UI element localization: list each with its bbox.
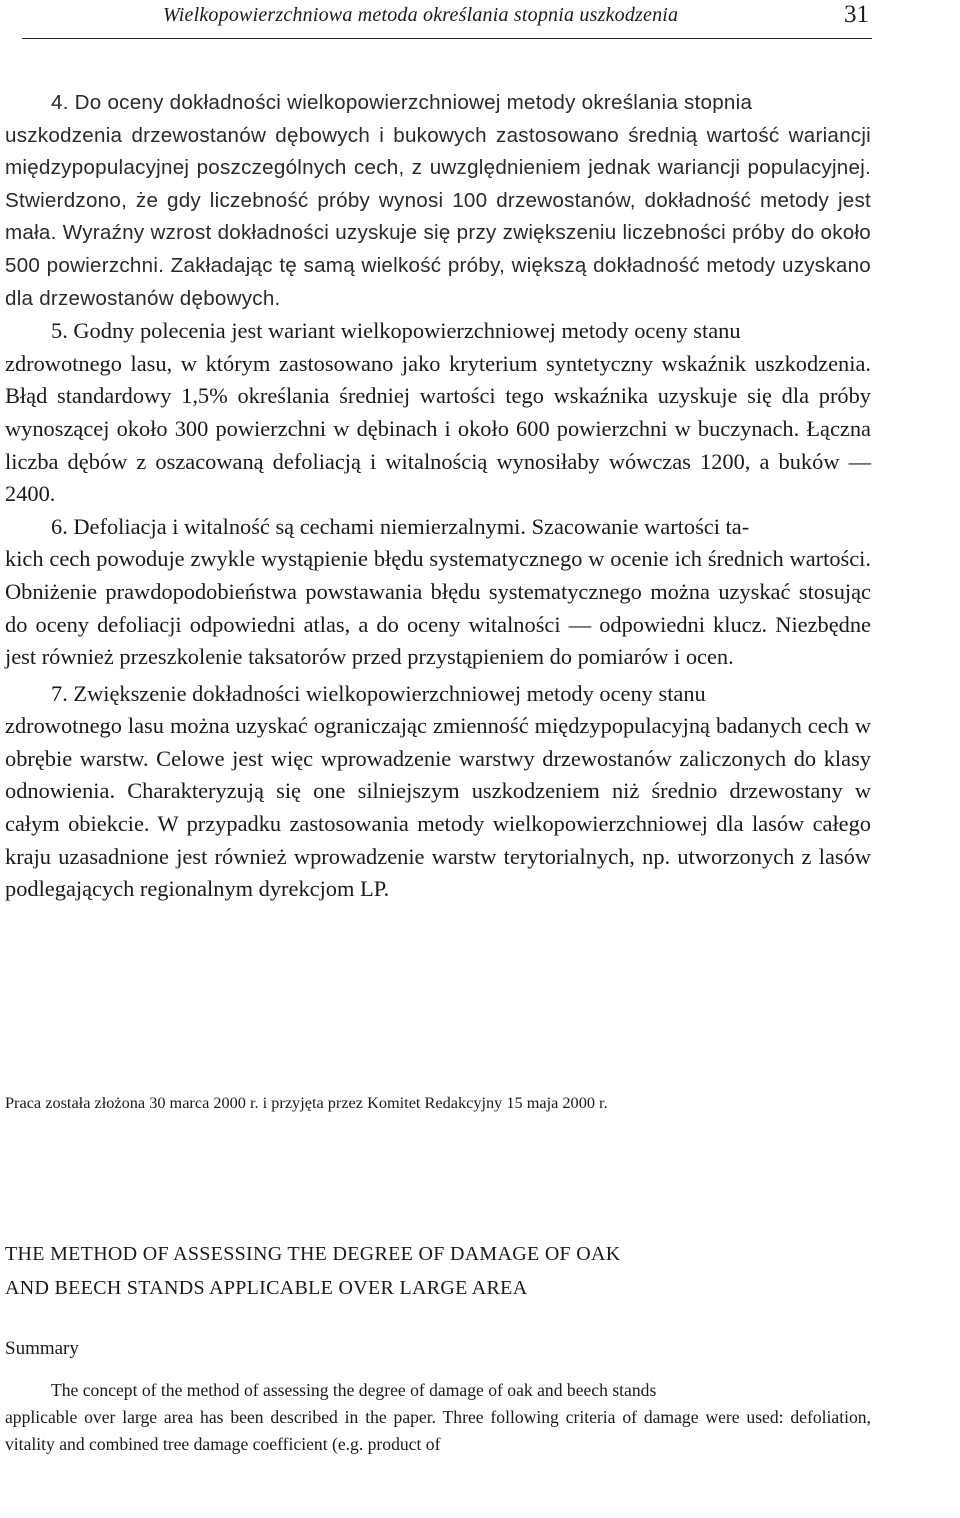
summary-body: applicable over large area has been described in the paper. Three following criteria of damage were used: defoliation, vitality and combined tree damage coefficient (e.g. product of bbox=[5, 1407, 871, 1454]
summary-heading: Summary bbox=[5, 1338, 79, 1359]
paragraph-4-body: uszkodzenia drzewostanów dębowych i bukowych zastosowano średnią wartość wariancji międzypopulacyjnej poszczególnych cech, z uwzględnieniem jednak wariancji populacyjnej. Stwierdzono, że gdy liczebność próby wynosi 100 drzewostanów, dokładność metody jest mała. Wyraźny wzrost dokładności uzyskuje się przy zwiększeniu liczebności próby do około 500 powierzchni. Zakładając tę samą wielkość próby, większą dokładność metody uzyskano dla drzewostanów dębowych. bbox=[5, 123, 871, 310]
paragraph-6-body: kich cech powoduje zwykle wystąpienie błędu systematycznego w ocenie ich średnich wartości. Obniżenie prawdopodobieństwa powstawania błędu systematycznego można uzyskać stosując do oceny defoliacji odpowiedni atlas, a do oceny witalności — odpowiedni klucz. Niezbędne jest również przeszkolenie taksatorów przed przystąpieniem do pomiarów i ocen. bbox=[5, 546, 871, 670]
paragraph-7-body: zdrowotnego lasu można uzyskać ograniczając zmienność międzypopulacyjną badanych cech w obrębie warstw. Celowe jest więc wprowadzenie warstwy drzewostanów zaliczonych do klasy odnowienia. Charakteryzują się one silniejszym uszkodzeniem niż średnio drzewostany w całym obiekcie. W przypadku zastosowania metody wielkopowierzchniowej dla lasów całego kraju uzasadnione jest również wprowadzenie warstw terytorialnych, np. utworzonych z lasów podlegających regionalnym dyrekcjom LP. bbox=[5, 713, 871, 902]
summary-first-line: The concept of the method of assessing the degree of damage of oak and beech stands bbox=[51, 1380, 657, 1400]
received-note: Praca została złożona 30 marca 2000 r. i przyjęta przez Komitet Redakcyjny 15 maja 2000 r. bbox=[5, 1093, 608, 1112]
paragraph-6-first-line: 6. Defoliacja i witalność są cechami niemierzalnymi. Szacowanie wartości ta- bbox=[51, 513, 750, 539]
paragraph-5-first-line: 5. Godny polecenia jest wariant wielkopowierzchniowej metody oceny stanu bbox=[51, 318, 741, 344]
english-title-line-1: THE METHOD OF ASSESSING THE DEGREE OF DAMAGE OF OAK bbox=[5, 1243, 621, 1265]
page-number: 31 bbox=[844, 1, 869, 28]
english-title-line-2: AND BEECH STANDS APPLICABLE OVER LARGE AREA bbox=[5, 1277, 528, 1299]
paragraph-4 bbox=[5, 87, 871, 315]
paragraph-4-first-line: 4. Do oceny dokładności wielkopowierzchniowej metody określania stopnia bbox=[51, 91, 753, 114]
running-title: Wielkopowierzchniowa metoda określania stopnia uszkodzenia bbox=[163, 4, 679, 26]
summary-text bbox=[5, 1377, 871, 1458]
paragraph-6 bbox=[5, 511, 871, 674]
paragraph-5 bbox=[5, 315, 871, 511]
header-rule bbox=[22, 38, 872, 39]
paragraph-5-body: zdrowotnego lasu, w którym zastosowano jako kryterium syntetyczny wskaźnik uszkodzenia. Błąd standardowy 1,5% określania średniej wartości tego wskaźnika uzyskuje się dla próby wynoszącej około 300 powierzchni w dębinach i około 600 powierzchni w buczynach. Łączna liczba dębów z oszacowaną defoliacją i witalnością wynosiłaby wówczas 1200, a buków — 2400. bbox=[5, 350, 871, 507]
paragraph-7 bbox=[5, 678, 871, 906]
english-title bbox=[5, 1237, 621, 1305]
paragraph-7-first-line: 7. Zwiększenie dokładności wielkopowierzchniowej metody oceny stanu bbox=[51, 680, 706, 706]
body-text bbox=[5, 87, 871, 906]
running-header bbox=[163, 1, 869, 34]
